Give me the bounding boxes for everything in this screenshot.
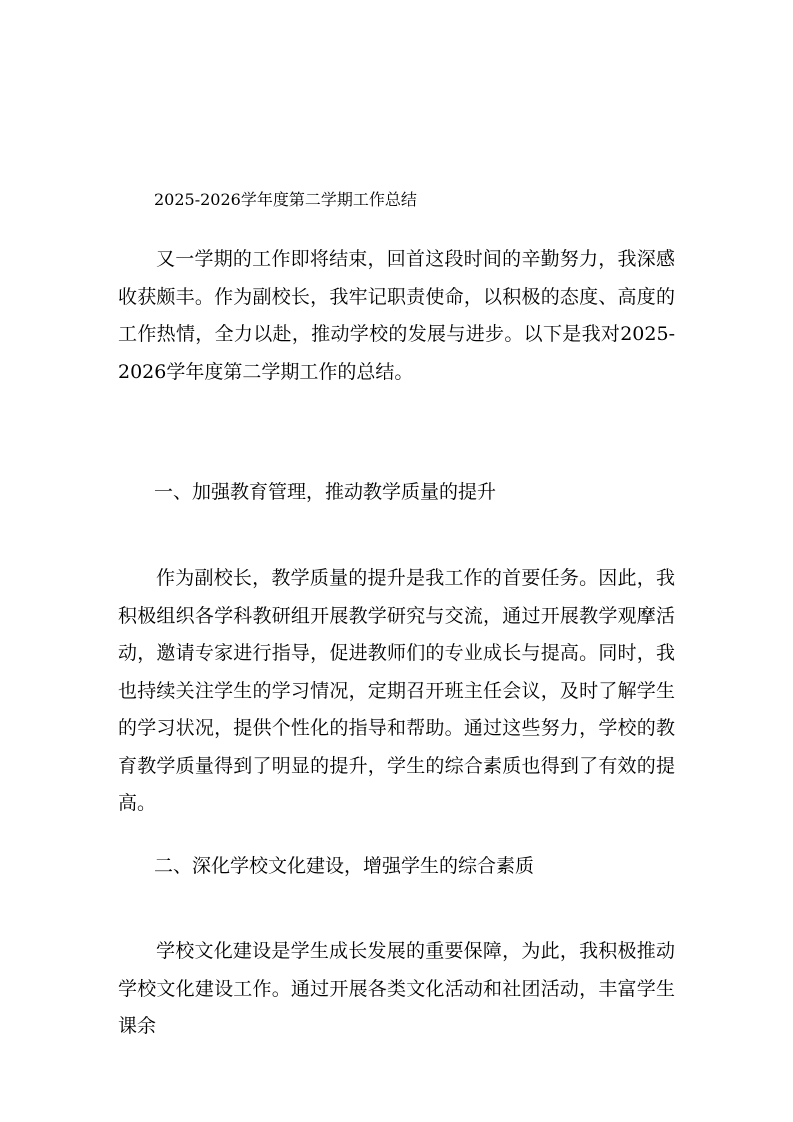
section-heading-2: 二、深化学校文化建设，增强学生的综合素质	[154, 855, 535, 877]
document-title: 2025-2026学年度第二学期工作总结	[154, 190, 417, 209]
section-heading-1: 一、加强教育管理，推动教学质量的提升	[154, 481, 497, 503]
section-1-paragraph: 作为副校长，教学质量的提升是我工作的首要任务。因此，我积极组织各学科教研组开展教学研究与交流，通过开展教学观摩活动，邀请专家进行指导，促进教师们的专业成长与提高。同时，我也持续关注学生的学习情况，定期召开班主任会议，及时了解学生的学习状况，提供个性化的指导和帮助。通过这些努力，学校的教育教学质量得到了明显的提升，学生的综合素质也得到了有效的提高。	[118, 567, 675, 814]
section-2-paragraph: 学校文化建设是学生成长发展的重要保障，为此，我积极推动学校文化建设工作。通过开展各类文化活动和社团活动，丰富学生课余	[118, 940, 675, 1037]
intro-paragraph: 又一学期的工作即将结束，回首这段时间的辛勤努力，我深感收获颇丰。作为副校长，我牢记职责使命，以积极的态度、高度的工作热情，全力以赴，推动学校的发展与进步。以下是我对2025-2026学年度第二学期工作的总结。	[118, 248, 675, 383]
